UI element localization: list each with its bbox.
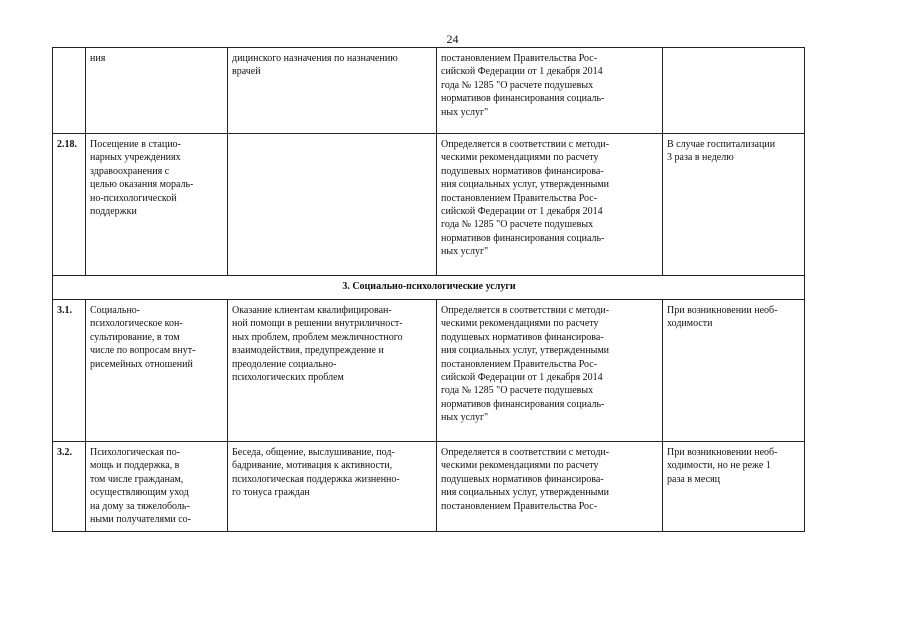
table-row bbox=[53, 48, 805, 134]
row-number: 3.1. bbox=[53, 300, 86, 442]
service-note: При возникновении необ- ходимости bbox=[663, 300, 805, 442]
service-norm: Определяется в соответствии с методи- ческими рекомендациями по расчету подушевых нормативов финансирова- ния социальных услуг, утвержденными постановлением Правительства Рос- сийской Федерации от 1 декабря 2014 года № 1285 "О расчете подушевых нормативов финансирования социаль- ных услуг" bbox=[437, 134, 663, 276]
service-name: Социально- психологическое кон- сультирование, в том числе по вопросам внут- рисемейных отношений bbox=[86, 300, 228, 442]
service-note bbox=[663, 48, 805, 134]
page-number: 24 bbox=[446, 32, 459, 46]
service-content: Оказание клиентам квалифицирован- ной помощи в решении внутриличност- ных проблем, проблем межличностного взаимодействия, предупреждение и преодоление социально- психологических проблем bbox=[228, 300, 437, 442]
section-row bbox=[53, 276, 805, 300]
row-number: 3.2. bbox=[53, 442, 86, 532]
service-name: Психологическая по- мощь и поддержка, в том числе гражданам, осуществляющим уход на дому за тяжелоболь- ными получателями со- bbox=[86, 442, 228, 532]
section-heading: 3. Социально-психологические услуги bbox=[53, 276, 805, 300]
table-row bbox=[53, 300, 805, 442]
service-note: При возникновении необ- ходимости, но не реже 1 раза в месяц bbox=[663, 442, 805, 532]
service-norm: постановлением Правительства Рос- сийской Федерации от 1 декабря 2014 года № 1285 "О расчете подушевых нормативов финансирования социаль- ных услуг" bbox=[437, 48, 663, 134]
service-note: В случае госпитализации 3 раза в неделю bbox=[663, 134, 805, 276]
row-number: 2.18. bbox=[53, 134, 86, 276]
table-row bbox=[53, 442, 805, 532]
service-content bbox=[228, 134, 437, 276]
table-row bbox=[53, 134, 805, 276]
service-content: дицинского назначения по назначению врачей bbox=[228, 48, 437, 134]
services-table bbox=[52, 47, 805, 532]
service-norm: Определяется в соответствии с методи- ческими рекомендациями по расчету подушевых нормативов финансирова- ния социальных услуг, утвержденными постановлением Правительства Рос- сийской Федерации от 1 декабря 2014 года № 1285 "О расчете подушевых нормативов финансирования социаль- ных услуг" bbox=[437, 300, 663, 442]
service-content: Беседа, общение, выслушивание, под- бадривание, мотивация к активности, психологическая поддержка жизненно- го тонуса граждан bbox=[228, 442, 437, 532]
service-name: Посещение в стацио- нарных учреждениях здравоохранения с целью оказания мораль- но-психологической поддержки bbox=[86, 134, 228, 276]
service-name: ния bbox=[86, 48, 228, 134]
row-number bbox=[53, 48, 86, 134]
service-norm: Определяется в соответствии с методи- ческими рекомендациями по расчету подушевых нормативов финансирова- ния социальных услуг, утвержденными постановлением Правительства Рос- bbox=[437, 442, 663, 532]
